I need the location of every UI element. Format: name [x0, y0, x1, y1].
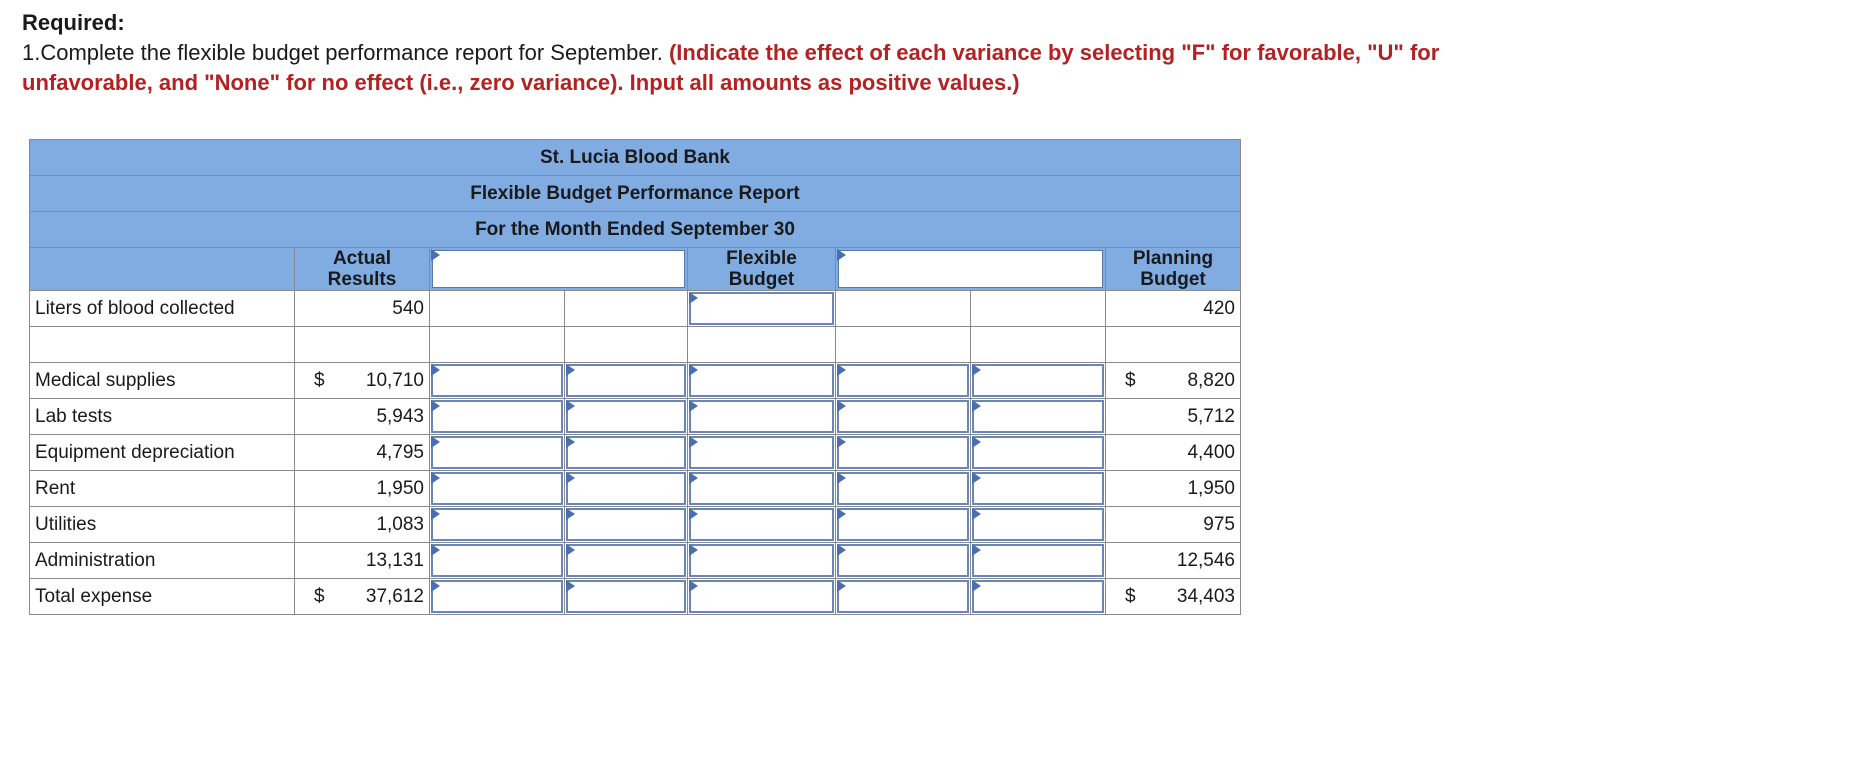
activity-variance-effect-box[interactable]	[566, 400, 686, 433]
activity-variance-input[interactable]	[430, 435, 565, 471]
input-marker-icon	[837, 364, 846, 376]
input-marker-icon	[837, 400, 846, 412]
activity-variance-input[interactable]	[430, 363, 565, 399]
actual-amount	[295, 471, 430, 507]
actual-amount	[295, 579, 430, 615]
expense-label: Equipment depreciation	[30, 435, 295, 471]
flexible-budget-input[interactable]	[688, 435, 836, 471]
activity-variance-effect[interactable]	[565, 543, 688, 579]
planning-amount	[1106, 471, 1241, 507]
header-actual-label: Actual Results	[327, 248, 397, 290]
spending-variance-effect-box[interactable]	[972, 544, 1104, 577]
planning-amount	[1106, 543, 1241, 579]
flexible-budget-input-box[interactable]	[689, 580, 834, 613]
actual-amount-value: 13,131	[365, 550, 424, 571]
question-note: (Indicate the effect of each variance by selecting "F" for favorable, "U" for unfavorable, and "None" for no effect (i.e., zero variance). Input all amounts as positive values.)	[22, 40, 1440, 95]
performance-report-table	[29, 139, 1241, 615]
input-marker-icon	[689, 472, 698, 484]
spending-variance-input[interactable]	[836, 399, 971, 435]
flexible-budget-input[interactable]	[688, 507, 836, 543]
input-marker-icon	[689, 400, 698, 412]
spending-variance-effect-box[interactable]	[972, 400, 1104, 433]
activity-planning: 420	[1106, 291, 1241, 327]
header-variance-box-1[interactable]	[432, 250, 685, 288]
spending-variance-effect[interactable]	[971, 543, 1106, 579]
spending-variance-effect-box[interactable]	[972, 364, 1104, 397]
spending-variance-effect[interactable]	[971, 399, 1106, 435]
expense-label: Utilities	[30, 507, 295, 543]
input-marker-icon	[566, 364, 575, 376]
header-blank	[30, 248, 295, 291]
spending-variance-input-box[interactable]	[837, 400, 969, 433]
header-planning-label: Planning Budget	[1132, 248, 1214, 290]
dollar-sign: $	[314, 370, 325, 391]
input-marker-icon	[431, 436, 440, 448]
input-marker-icon	[837, 472, 846, 484]
activity-blank-1	[430, 291, 565, 327]
input-marker-icon	[837, 508, 846, 520]
planning-amount	[1106, 435, 1241, 471]
dollar-sign: $	[314, 586, 325, 607]
activity-variance-effect[interactable]	[565, 435, 688, 471]
input-marker-icon	[566, 472, 575, 484]
expense-row	[30, 471, 1241, 507]
header-planning-budget	[1106, 248, 1241, 291]
flexible-budget-input-box[interactable]	[689, 472, 834, 505]
actual-amount	[295, 507, 430, 543]
activity-variance-input-box[interactable]	[431, 436, 563, 469]
activity-variance-effect-box[interactable]	[566, 472, 686, 505]
activity-variance-effect[interactable]	[565, 363, 688, 399]
spending-variance-effect[interactable]	[971, 579, 1106, 615]
actual-amount	[295, 399, 430, 435]
planning-amount	[1106, 363, 1241, 399]
input-marker-icon	[689, 292, 698, 304]
activity-variance-effect[interactable]	[565, 579, 688, 615]
expense-row	[30, 363, 1241, 399]
actual-amount-value: 4,795	[376, 442, 424, 463]
input-marker-icon	[837, 544, 846, 556]
flexible-budget-input[interactable]	[688, 543, 836, 579]
input-marker-icon	[837, 436, 846, 448]
activity-variance-input-box[interactable]	[431, 544, 563, 577]
dropdown-marker-icon	[837, 249, 846, 261]
input-marker-icon	[566, 400, 575, 412]
activity-variance-input-box[interactable]	[431, 472, 563, 505]
spending-variance-input[interactable]	[836, 471, 971, 507]
activity-variance-input-box[interactable]	[431, 580, 563, 613]
header-variance-input-1[interactable]	[430, 248, 688, 291]
actual-amount-value: 37,612	[365, 586, 424, 607]
flexible-budget-input[interactable]	[688, 579, 836, 615]
planning-amount-value: 4,400	[1187, 442, 1235, 463]
spending-variance-effect-box[interactable]	[972, 472, 1104, 505]
input-marker-icon	[431, 508, 440, 520]
activity-actual: 540	[295, 291, 430, 327]
activity-variance-effect-box[interactable]	[566, 544, 686, 577]
instructions	[22, 8, 1442, 98]
input-marker-icon	[689, 580, 698, 592]
input-marker-icon	[566, 508, 575, 520]
actual-amount-value: 5,943	[376, 406, 424, 427]
flexible-budget-input-box[interactable]	[689, 508, 834, 541]
expense-label: Administration	[30, 543, 295, 579]
flexible-budget-input-box[interactable]	[689, 400, 834, 433]
spending-variance-input[interactable]	[836, 435, 971, 471]
activity-variance-effect-box[interactable]	[566, 580, 686, 613]
flexible-budget-input-box[interactable]	[689, 436, 834, 469]
spending-variance-effect-box[interactable]	[972, 580, 1104, 613]
activity-blank-4	[971, 291, 1106, 327]
input-marker-icon	[566, 544, 575, 556]
input-marker-icon	[431, 400, 440, 412]
input-marker-icon	[566, 580, 575, 592]
expense-label: Lab tests	[30, 399, 295, 435]
spending-variance-input[interactable]	[836, 543, 971, 579]
input-marker-icon	[837, 580, 846, 592]
flexible-budget-input[interactable]	[688, 363, 836, 399]
input-marker-icon	[566, 436, 575, 448]
planning-amount	[1106, 507, 1241, 543]
activity-variance-effect[interactable]	[565, 507, 688, 543]
dollar-sign: $	[1125, 586, 1136, 607]
activity-variance-effect-box[interactable]	[566, 436, 686, 469]
planning-amount-value: 8,820	[1187, 370, 1235, 391]
activity-flexible-input[interactable]	[688, 291, 836, 327]
flexible-budget-input-box[interactable]	[689, 364, 834, 397]
dollar-sign: $	[1125, 370, 1136, 391]
activity-variance-input-box[interactable]	[431, 400, 563, 433]
expense-label: Medical supplies	[30, 363, 295, 399]
input-marker-icon	[689, 364, 698, 376]
header-flexible-budget	[688, 248, 836, 291]
header-variance-box-2[interactable]	[838, 250, 1103, 288]
input-marker-icon	[431, 544, 440, 556]
expense-row	[30, 435, 1241, 471]
expense-row	[30, 507, 1241, 543]
spending-variance-input[interactable]	[836, 507, 971, 543]
spending-variance-effect[interactable]	[971, 363, 1106, 399]
dropdown-marker-icon	[431, 249, 440, 261]
planning-amount-value: 975	[1203, 514, 1235, 535]
activity-label: Liters of blood collected	[30, 291, 295, 327]
expense-row	[30, 543, 1241, 579]
input-marker-icon	[689, 508, 698, 520]
report-title-name: Flexible Budget Performance Report	[30, 176, 1241, 212]
header-actual-results	[295, 248, 430, 291]
input-marker-icon	[972, 580, 981, 592]
input-marker-icon	[689, 436, 698, 448]
activity-variance-input[interactable]	[430, 399, 565, 435]
input-marker-icon	[689, 544, 698, 556]
activity-variance-effect[interactable]	[565, 471, 688, 507]
expense-rows	[30, 363, 1241, 615]
spending-variance-effect[interactable]	[971, 471, 1106, 507]
spacer-row	[30, 327, 1241, 363]
activity-blank-3	[836, 291, 971, 327]
spending-variance-effect[interactable]	[971, 507, 1106, 543]
spending-variance-input-box[interactable]	[837, 544, 969, 577]
spending-variance-input[interactable]	[836, 579, 971, 615]
expense-label: Total expense	[30, 579, 295, 615]
input-marker-icon	[431, 472, 440, 484]
planning-amount-value: 12,546	[1176, 550, 1235, 571]
input-marker-icon	[972, 436, 981, 448]
spending-variance-effect-box[interactable]	[972, 508, 1104, 541]
spending-variance-input-box[interactable]	[837, 436, 969, 469]
input-marker-icon	[972, 544, 981, 556]
spending-variance-effect[interactable]	[971, 435, 1106, 471]
input-marker-icon	[431, 364, 440, 376]
actual-amount-value: 10,710	[365, 370, 424, 391]
expense-row	[30, 399, 1241, 435]
activity-variance-input-box[interactable]	[431, 508, 563, 541]
planning-amount-value: 5,712	[1187, 406, 1235, 427]
activity-variance-effect-box[interactable]	[566, 508, 686, 541]
activity-variance-input[interactable]	[430, 471, 565, 507]
actual-amount-value: 1,950	[376, 478, 424, 499]
actual-amount-value: 1,083	[376, 514, 424, 535]
activity-blank-2	[565, 291, 688, 327]
required-heading: Required:	[22, 10, 125, 35]
spending-variance-input-box[interactable]	[837, 472, 969, 505]
flexible-budget-input-box[interactable]	[689, 544, 834, 577]
planning-amount	[1106, 579, 1241, 615]
input-marker-icon	[431, 580, 440, 592]
input-marker-icon	[972, 364, 981, 376]
activity-row	[30, 291, 1241, 327]
spending-variance-input[interactable]	[836, 363, 971, 399]
total-expense-row	[30, 579, 1241, 615]
planning-amount-value: 34,403	[1176, 586, 1235, 607]
header-variance-input-2[interactable]	[836, 248, 1106, 291]
actual-amount	[295, 543, 430, 579]
spending-variance-input-box[interactable]	[837, 508, 969, 541]
activity-variance-input[interactable]	[430, 579, 565, 615]
report-title-period: For the Month Ended September 30	[30, 212, 1241, 248]
flexible-budget-input[interactable]	[688, 471, 836, 507]
question-text: 1.Complete the flexible budget performance report for September.	[22, 40, 663, 65]
flexible-budget-input[interactable]	[688, 399, 836, 435]
planning-amount-value: 1,950	[1187, 478, 1235, 499]
activity-variance-input[interactable]	[430, 543, 565, 579]
activity-variance-effect-box[interactable]	[566, 364, 686, 397]
report-title-company: St. Lucia Blood Bank	[30, 140, 1241, 176]
activity-variance-effect[interactable]	[565, 399, 688, 435]
spending-variance-input-box[interactable]	[837, 580, 969, 613]
input-marker-icon	[972, 508, 981, 520]
activity-variance-input-box[interactable]	[431, 364, 563, 397]
header-flexible-label: Flexible Budget	[726, 248, 797, 290]
actual-amount	[295, 435, 430, 471]
input-marker-icon	[972, 472, 981, 484]
spending-variance-input-box[interactable]	[837, 364, 969, 397]
activity-flexible-box[interactable]	[689, 292, 834, 325]
activity-variance-input[interactable]	[430, 507, 565, 543]
spending-variance-effect-box[interactable]	[972, 436, 1104, 469]
expense-label: Rent	[30, 471, 295, 507]
planning-amount	[1106, 399, 1241, 435]
input-marker-icon	[972, 400, 981, 412]
actual-amount	[295, 363, 430, 399]
